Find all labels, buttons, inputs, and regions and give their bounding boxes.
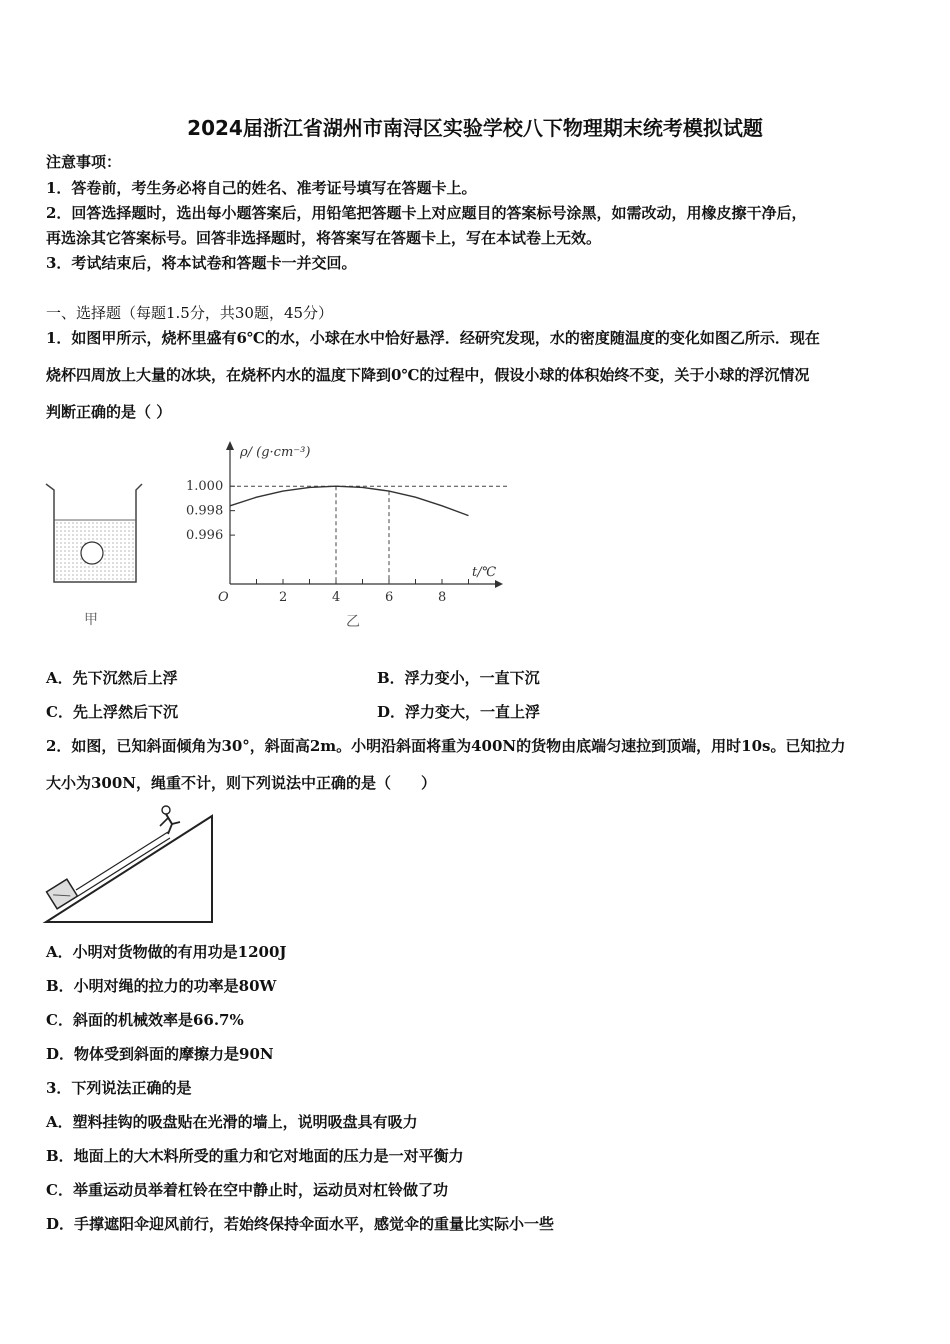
x-tick-label: 4 <box>332 590 341 605</box>
notice-item: 3．考试结束后，将本试卷和答题卡一并交回。 <box>46 254 357 272</box>
ball <box>81 542 103 564</box>
person-figure <box>160 806 180 834</box>
q1-option-c[interactable]: C．先上浮然后下沉 <box>46 703 178 721</box>
y-tick-label: 1.000 <box>186 479 224 495</box>
q1-stem-line: 1．如图甲所示，烧杯里盛有6℃的水，小球在水中恰好悬浮．经研究发现，水的密度随温度的变化如图乙所示．现在 <box>46 329 820 347</box>
page-title: 2024届浙江省湖州市南浔区实验学校八下物理期末统考模拟试题 <box>187 116 763 140</box>
incline-triangle <box>46 816 212 922</box>
q2-stem-line: 大小为300N，绳重不计，则下列说法中正确的是（ ） <box>46 774 437 792</box>
q2-stem-line: 2．如图，已知斜面倾角为30°，斜面高2m。小明沿斜面将重为400N的货物由底端匀速拉到顶端，用时10s。已知拉力 <box>46 737 846 755</box>
fig-yi-label: 乙 <box>346 614 360 630</box>
section-heading: 一、选择题（每题1.5分，共30题，45分） <box>46 304 334 322</box>
x-axis-arrow <box>495 580 503 588</box>
y-axis-label: ρ/ (g·cm⁻³) <box>240 445 311 460</box>
x-axis-label: t/℃ <box>472 565 497 580</box>
notice-heading: 注意事项： <box>46 153 122 171</box>
q3-option-a[interactable]: A．塑料挂钩的吸盘贴在光滑的墙上，说明吸盘具有吸力 <box>46 1113 418 1131</box>
q3-option-c[interactable]: C．举重运动员举着杠铃在空中静止时，运动员对杠铃做了功 <box>46 1181 448 1199</box>
y-tick-label: 0.996 <box>186 528 224 544</box>
q2-option-a[interactable]: A．小明对货物做的有用功是1200J <box>46 943 287 961</box>
density-chart <box>180 436 510 636</box>
q3-stem: 3．下列说法正确的是 <box>46 1079 192 1097</box>
q2-option-d[interactable]: D．物体受到斜面的摩擦力是90N <box>46 1045 274 1063</box>
q1-stem-line: 烧杯四周放上大量的冰块，在烧杯内水的温度下降到0℃的过程中，假设小球的体积始终不变，关于小球的浮沉情况 <box>46 366 810 384</box>
incline-figure <box>40 802 220 928</box>
x-tick-label: 6 <box>385 590 394 605</box>
beaker-figure <box>40 478 150 628</box>
q2-option-b[interactable]: B．小明对绳的拉力的功率是80W <box>46 977 277 995</box>
q1-option-a[interactable]: A．先下沉然后上浮 <box>46 669 178 687</box>
q1-option-b[interactable]: B．浮力变小，一直下沉 <box>377 669 540 687</box>
x-tick-label: O <box>218 590 229 605</box>
q3-option-b[interactable]: B．地面上的大木料所受的重力和它对地面的压力是一对平衡力 <box>46 1147 464 1165</box>
density-curve <box>230 486 469 515</box>
y-axis-arrow <box>226 441 234 450</box>
q1-stem-line: 判断正确的是（ ） <box>46 403 172 421</box>
notice-item: 再选涂其它答案标号。回答非选择题时，将答案写在答题卡上，写在本试卷上无效。 <box>46 229 602 247</box>
notice-item: 1．答卷前，考生务必将自己的姓名、准考证号填写在答题卡上。 <box>46 179 477 197</box>
q1-option-d[interactable]: D．浮力变大，一直上浮 <box>377 703 541 721</box>
y-tick-label: 0.998 <box>186 503 224 519</box>
rope-lower <box>78 838 170 896</box>
q2-option-c[interactable]: C．斜面的机械效率是66.7% <box>46 1011 244 1029</box>
x-tick-label: 2 <box>279 590 288 605</box>
q3-option-d[interactable]: D．手撑遮阳伞迎风前行，若始终保持伞面水平，感觉伞的重量比实际小一些 <box>46 1215 555 1233</box>
rope <box>76 832 168 890</box>
notice-item: 2．回答选择题时，选出每小题答案后，用铅笔把答题卡上对应题目的答案标号涂黑，如需改动，用橡皮擦干净后， <box>46 204 807 222</box>
fig-jia-label: 甲 <box>84 612 98 628</box>
x-tick-label: 8 <box>438 590 447 605</box>
